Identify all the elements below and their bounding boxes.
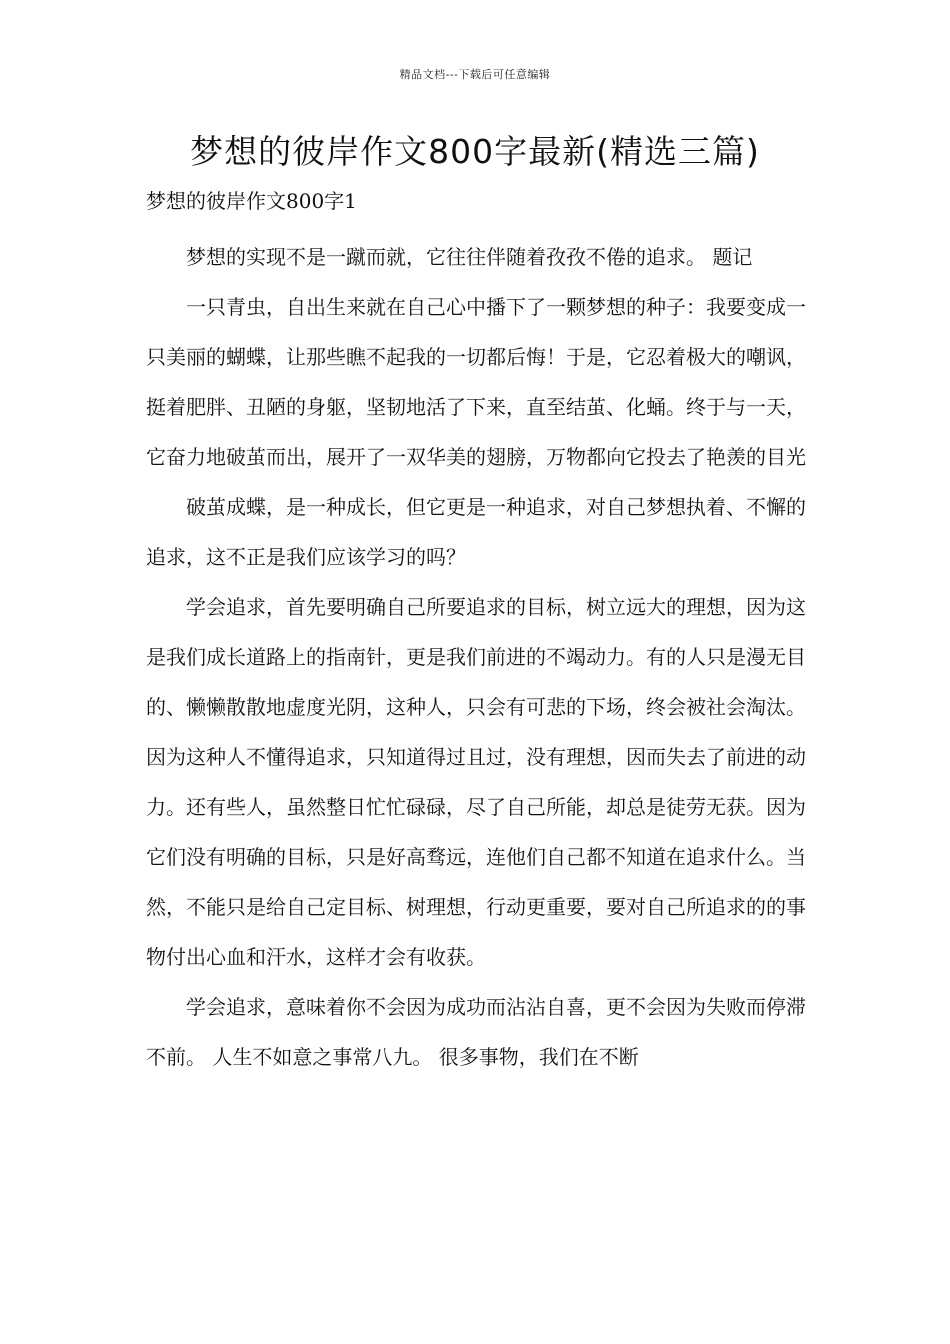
section-subtitle: 梦想的彼岸作文800字1 (146, 189, 357, 213)
document-title: 梦想的彼岸作文800字最新(精选三篇) (190, 132, 760, 171)
paragraph-4: 学会追求，首先要明确自己所要追求的目标，树立远大的理想，因为这是我们成长道路上的指南针，更是我们前进的不竭动力。有的人只是漫无目的、懒懒散散地虚度光阴，这种人，只会有可悲的下场，终会被社会淘汰。因为这种人不懂得追求，只知道得过且过，没有理想，因而失去了前进的动力。还有些人，虽然整日忙忙碌碌，尽了自己所能，却总是徒劳无获。因为它们没有明确的目标，只是好高骛远，连他们自己都不知道在追求什么。当然，不能只是给自己定目标、树理想，行动更重要，要对自己所追求的的事物付出心血和汗水，这样才会有收获。 (146, 595, 806, 969)
paragraph-2: 一只青虫，自出生来就在自己心中播下了一颗梦想的种子：我要变成一只美丽的蝴蝶，让那些瞧不起我的一切都后悔！于是，它忍着极大的嘲讽，挺着肥胖、丑陋的身躯，坚韧地活了下来，直至结茧、化蛹。终于与一天，它奋力地破茧而出，展开了一双华美的翅膀，万物都向它投去了艳羡的目光 (146, 295, 806, 469)
header-note: 精品文档---下载后可任意编辑 (399, 68, 551, 81)
paragraph-1: 梦想的实现不是一蹴而就，它往往伴随着孜孜不倦的追求。 题记 (186, 245, 753, 269)
paragraph-5: 学会追求，意味着你不会因为成功而沾沾自喜，更不会因为失败而停滞不前。 人生不如意之事常八九。 很多事物，我们在不断 (146, 995, 806, 1069)
paragraph-3: 破茧成蝶，是一种成长，但它更是一种追求，对自己梦想执着、不懈的追求，这不正是我们应该学习的吗？ (146, 495, 806, 569)
document-body (146, 182, 806, 1082)
